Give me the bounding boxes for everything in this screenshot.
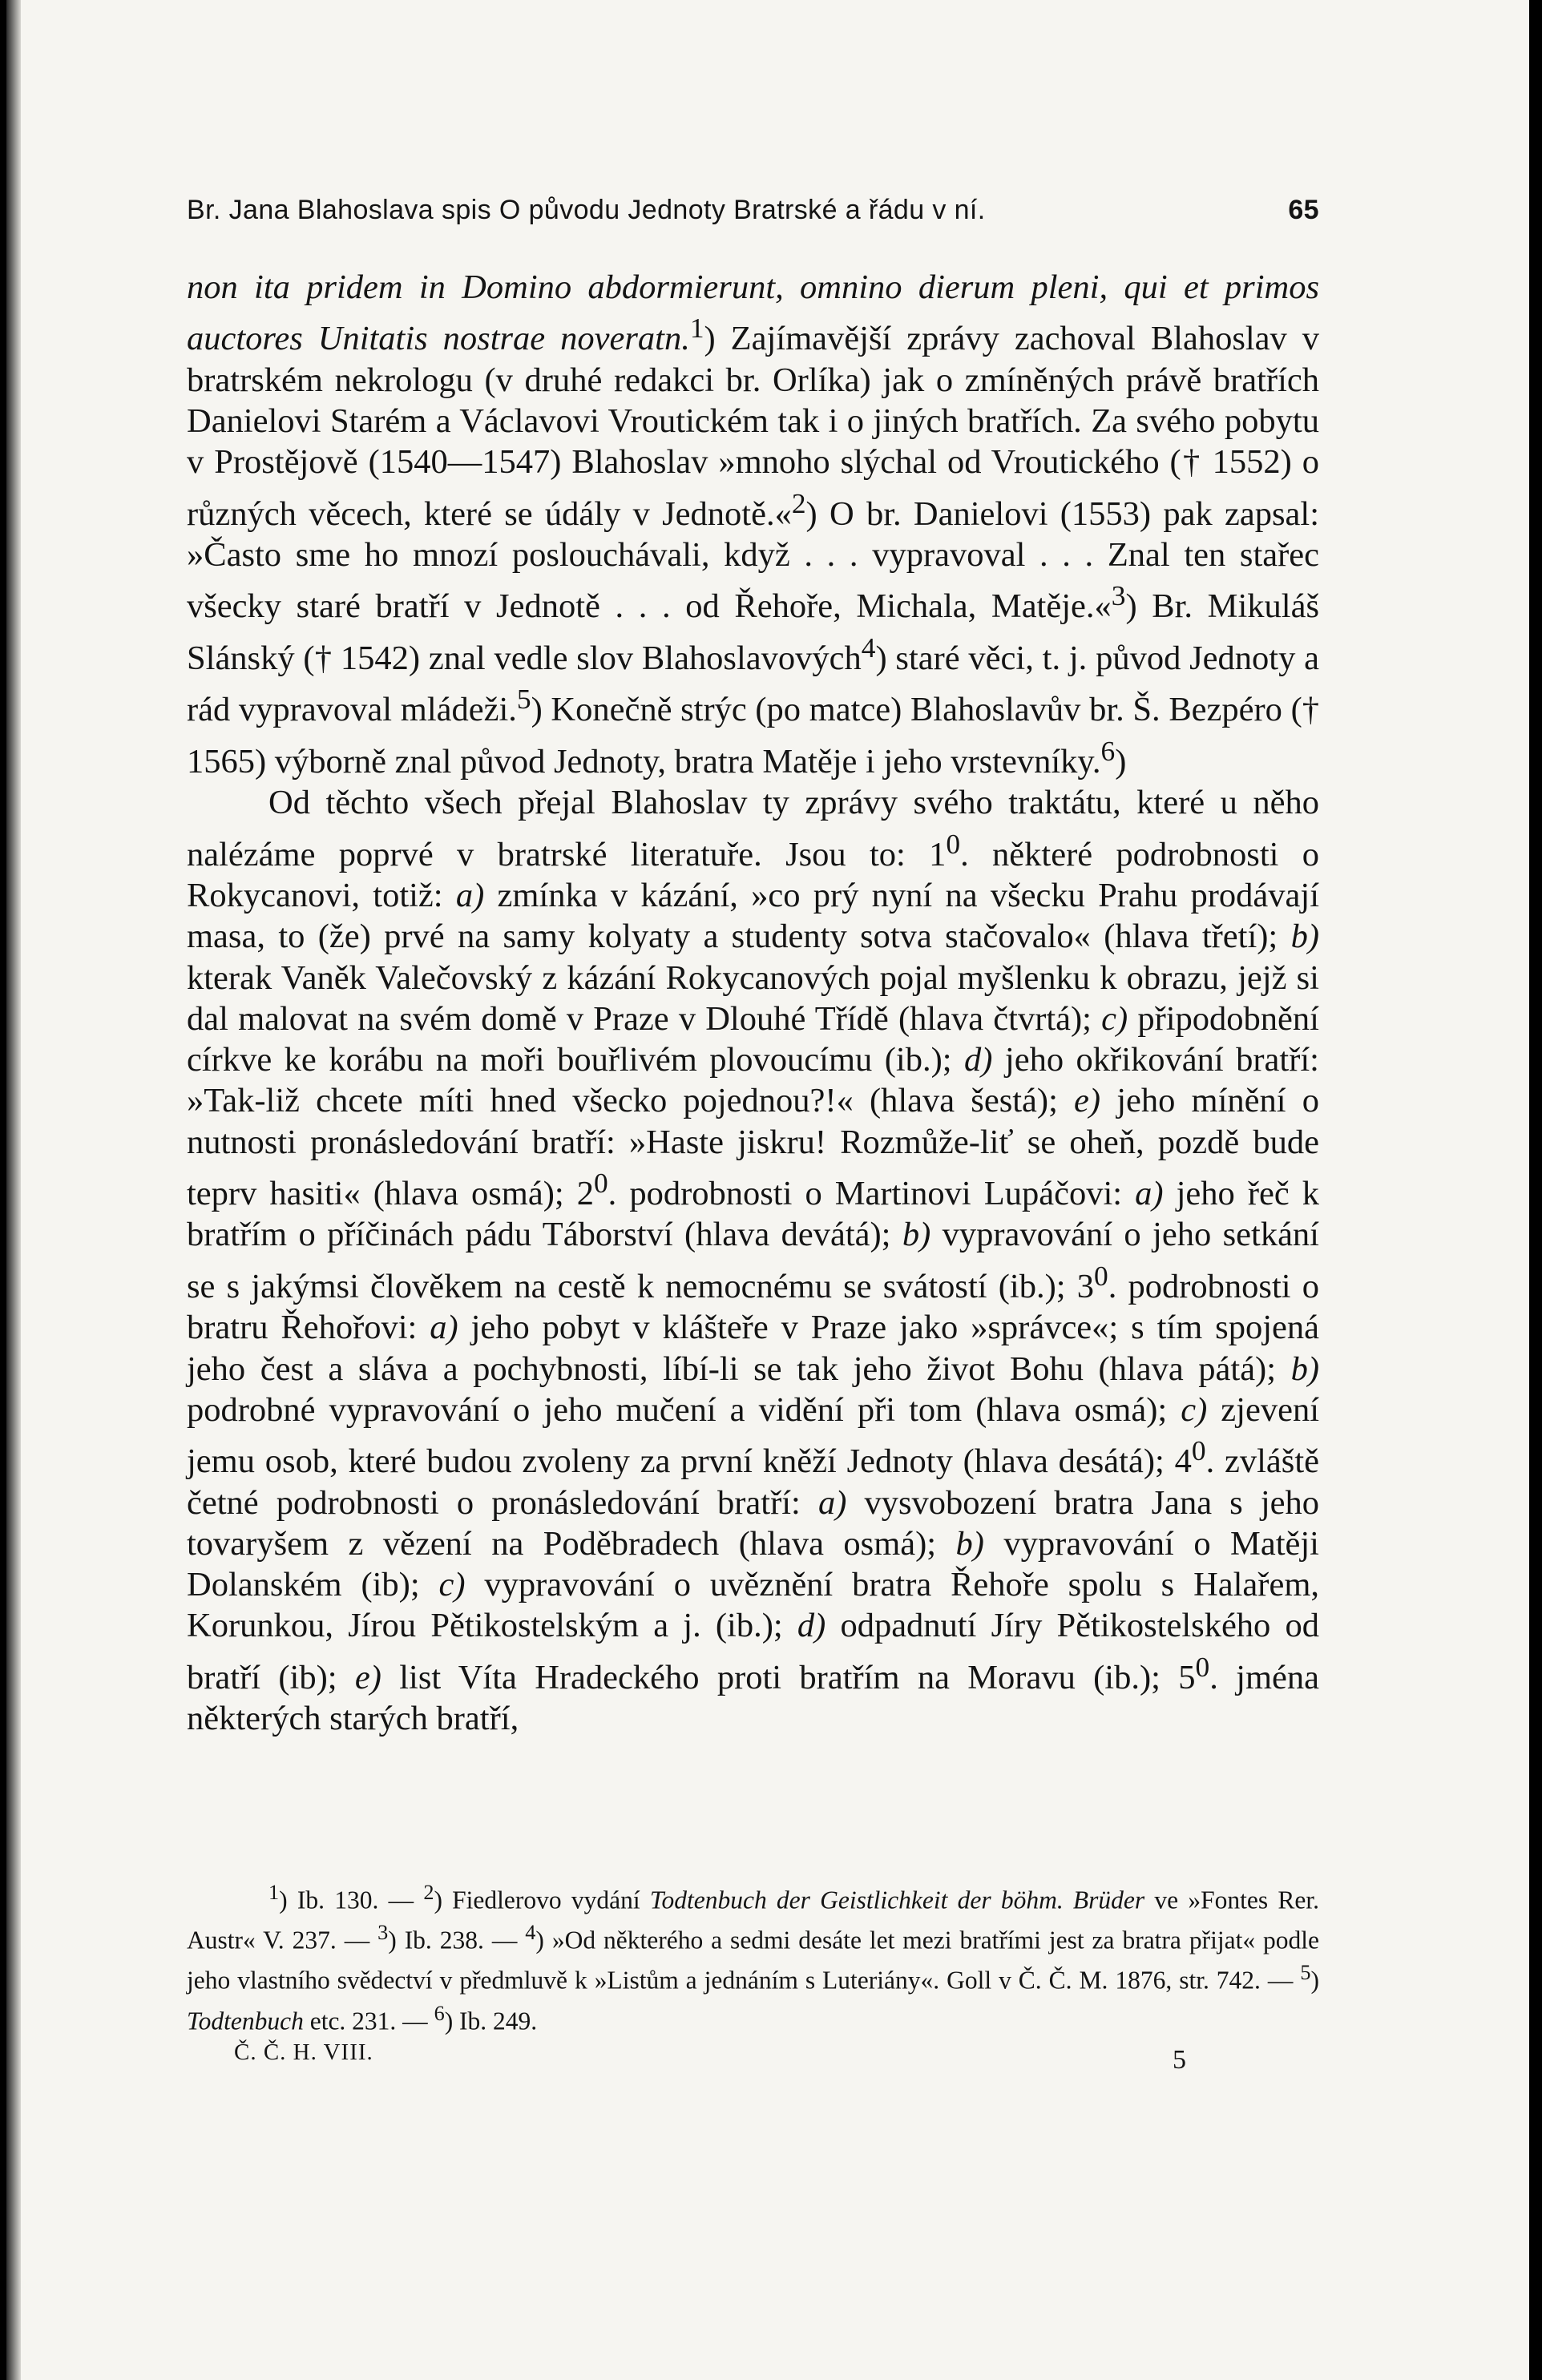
paragraph-1: non ita pridem in Domino abdormierunt, omnino dierum pleni, qui et primos auctores Unitatis nostrae noveratn.$^1$) Zajímavější zprávy zachoval Blahoslav v bratrském nekrologu (v druhé redakci br. Orlíka) jak o zmíněných právě bratřích Danielovi Starém a Václavovi Vroutickém tak i o jiných bratřích. Za svého pobytu v Prostějově (1540—1547) Blahoslav »mnoho slýchal od Vroutického († 1552) o různých věcech, které se údály v Jednotě.«$^2$) O br. Danielovi (1553) pak zapsal: »Často sme ho mnozí poslouchávali, když . . . vypravoval . . . Znal ten stařec všecky staré bratří v Jednotě . . . od Řehoře, Michala, Matěje.«$^3$) Br. Mikuláš Slánský († 1542) znal vedle slov Blahoslavových$^4$) staré věci, t. j. původ Jednoty a rád vypravoval mládeži.$^5$) Konečně strýc (po matce) Blahoslavův br. Š. Bezpéro († 1565) výborně znal původ Jednoty, bratra Matěje i jeho vrstevníky.$^6$) [187, 268, 1320, 781]
footnote-ref-6: 6 [1100, 734, 1116, 767]
footnote-ref-2: 2 [791, 486, 806, 519]
page-number: 65 [1288, 195, 1319, 225]
footnote-block: $^1$) Ib. 130. — $^2$) Fiedlerovo vydání Todtenbuch der Geistlichkeit der böhm. Brüder ve »Fontes Rer. Austr« V. 237. — $^3$) Ib. 238. — $^4$) »Od některého a sedmi desáte let mezi bratřími jest za bratra přijat« podle jeho vlastního svědectví v předmluvě k »Listům a jednáním s Luteriány«. Goll v Č. Č. M. 1876, str. 742. — $^5$) Todtenbuch etc. 231. — $^6$) Ib. 249. [187, 1881, 1319, 2035]
binding-shadow [6, 0, 21, 2380]
footnote-ref-4: 4 [861, 631, 876, 664]
sheet-number: 5 [1173, 2045, 1186, 2075]
book-page [6, 0, 1529, 2380]
footnotes [187, 1877, 1319, 2038]
footnote-ref-5: 5 [516, 683, 531, 716]
footnote-ref-1: 1 [689, 312, 704, 345]
printer-signature: Č. Č. H. VIII. [234, 2039, 373, 2065]
main-text [187, 267, 1319, 1740]
latin-quote: non ita pridem in Domino abdormierunt, omnino dierum pleni, qui et primos auctores Unitatis nostrae noveratn. [187, 268, 1319, 358]
running-title: Br. Jana Blahoslava spis O původu Jednoty Bratrské a řádu v ní. [187, 195, 986, 225]
paragraph-2: Od těchto všech přejal Blahoslav ty zprávy svého traktátu, které u něho nalézáme poprvé v bratrské literatuře. Jsou to: $1^0$. některé podrobnosti o Rokycanovi, totiž: a) zmínka v kázání, »co prý nyní na všecku Prahu prodávají masa, to (že) prvé na samy kolyaty a studenty sotva stačovalo« (hlava třetí); b) kterak Vaněk Valečovský z kázání Rokycanových pojal myšlenku k obrazu, jejž si dal malovat na svém domě v Praze v Dlouhé Třídě (hlava čtvrtá); c) připodobnění církve ke korábu na moři bouřlivém plovoucímu (ib.); d) jeho okřikování bratří: »Tak-liž chcete míti hned všecko pojednou?!« (hlava šestá); e) jeho mínění o nutnosti pronásledování bratří: »Haste jiskru! Rozmůže-liť se oheň, pozdě bude teprv hasiti« (hlava osmá); $2^0$. podrobnosti o Martinovi Lupáčovi: a) jeho řeč k bratřím o příčinách pádu Táborství (hlava devátá); b) vypravování o jeho setkání se s jakýmsi člověkem na cestě k nemocnému se svátostí (ib.); $3^0$. podrobnosti o bratru Řehořovi: a) jeho pobyt v klášteře v Praze jako »správce«; s tím spojená jeho čest a sláva a pochybnosti, líbí-li se tak jeho život Bohu (hlava pátá); b) podrobné vypravování o jeho mučení a vidění při tom (hlava osmá); c) zjevení jemu osob, které budou zvoleny za první kněží Jednoty (hlava desátá); $4^0$. zvláště četné podrobnosti o pronásledování bratří: a) vysvobození bratra Jana s jeho tovaryšem z vězení na Poděbradech (hlava osmá); b) vypravování o Matěji Dolanském (ib); c) vypravování o uvěznění bratra Řehoře spolu s Halařem, Korunkou, Jírou Pětikostelským a j. (ib.); d) odpadnutí Jíry Pětikostelského od bratří (ib); e) list Víta Hradeckého proti bratřím na Moravu (ib.); $5^0$. jména některých starých bratří, [187, 784, 1320, 1738]
footnote-ref-3: 3 [1111, 579, 1126, 612]
running-header [187, 195, 1319, 226]
